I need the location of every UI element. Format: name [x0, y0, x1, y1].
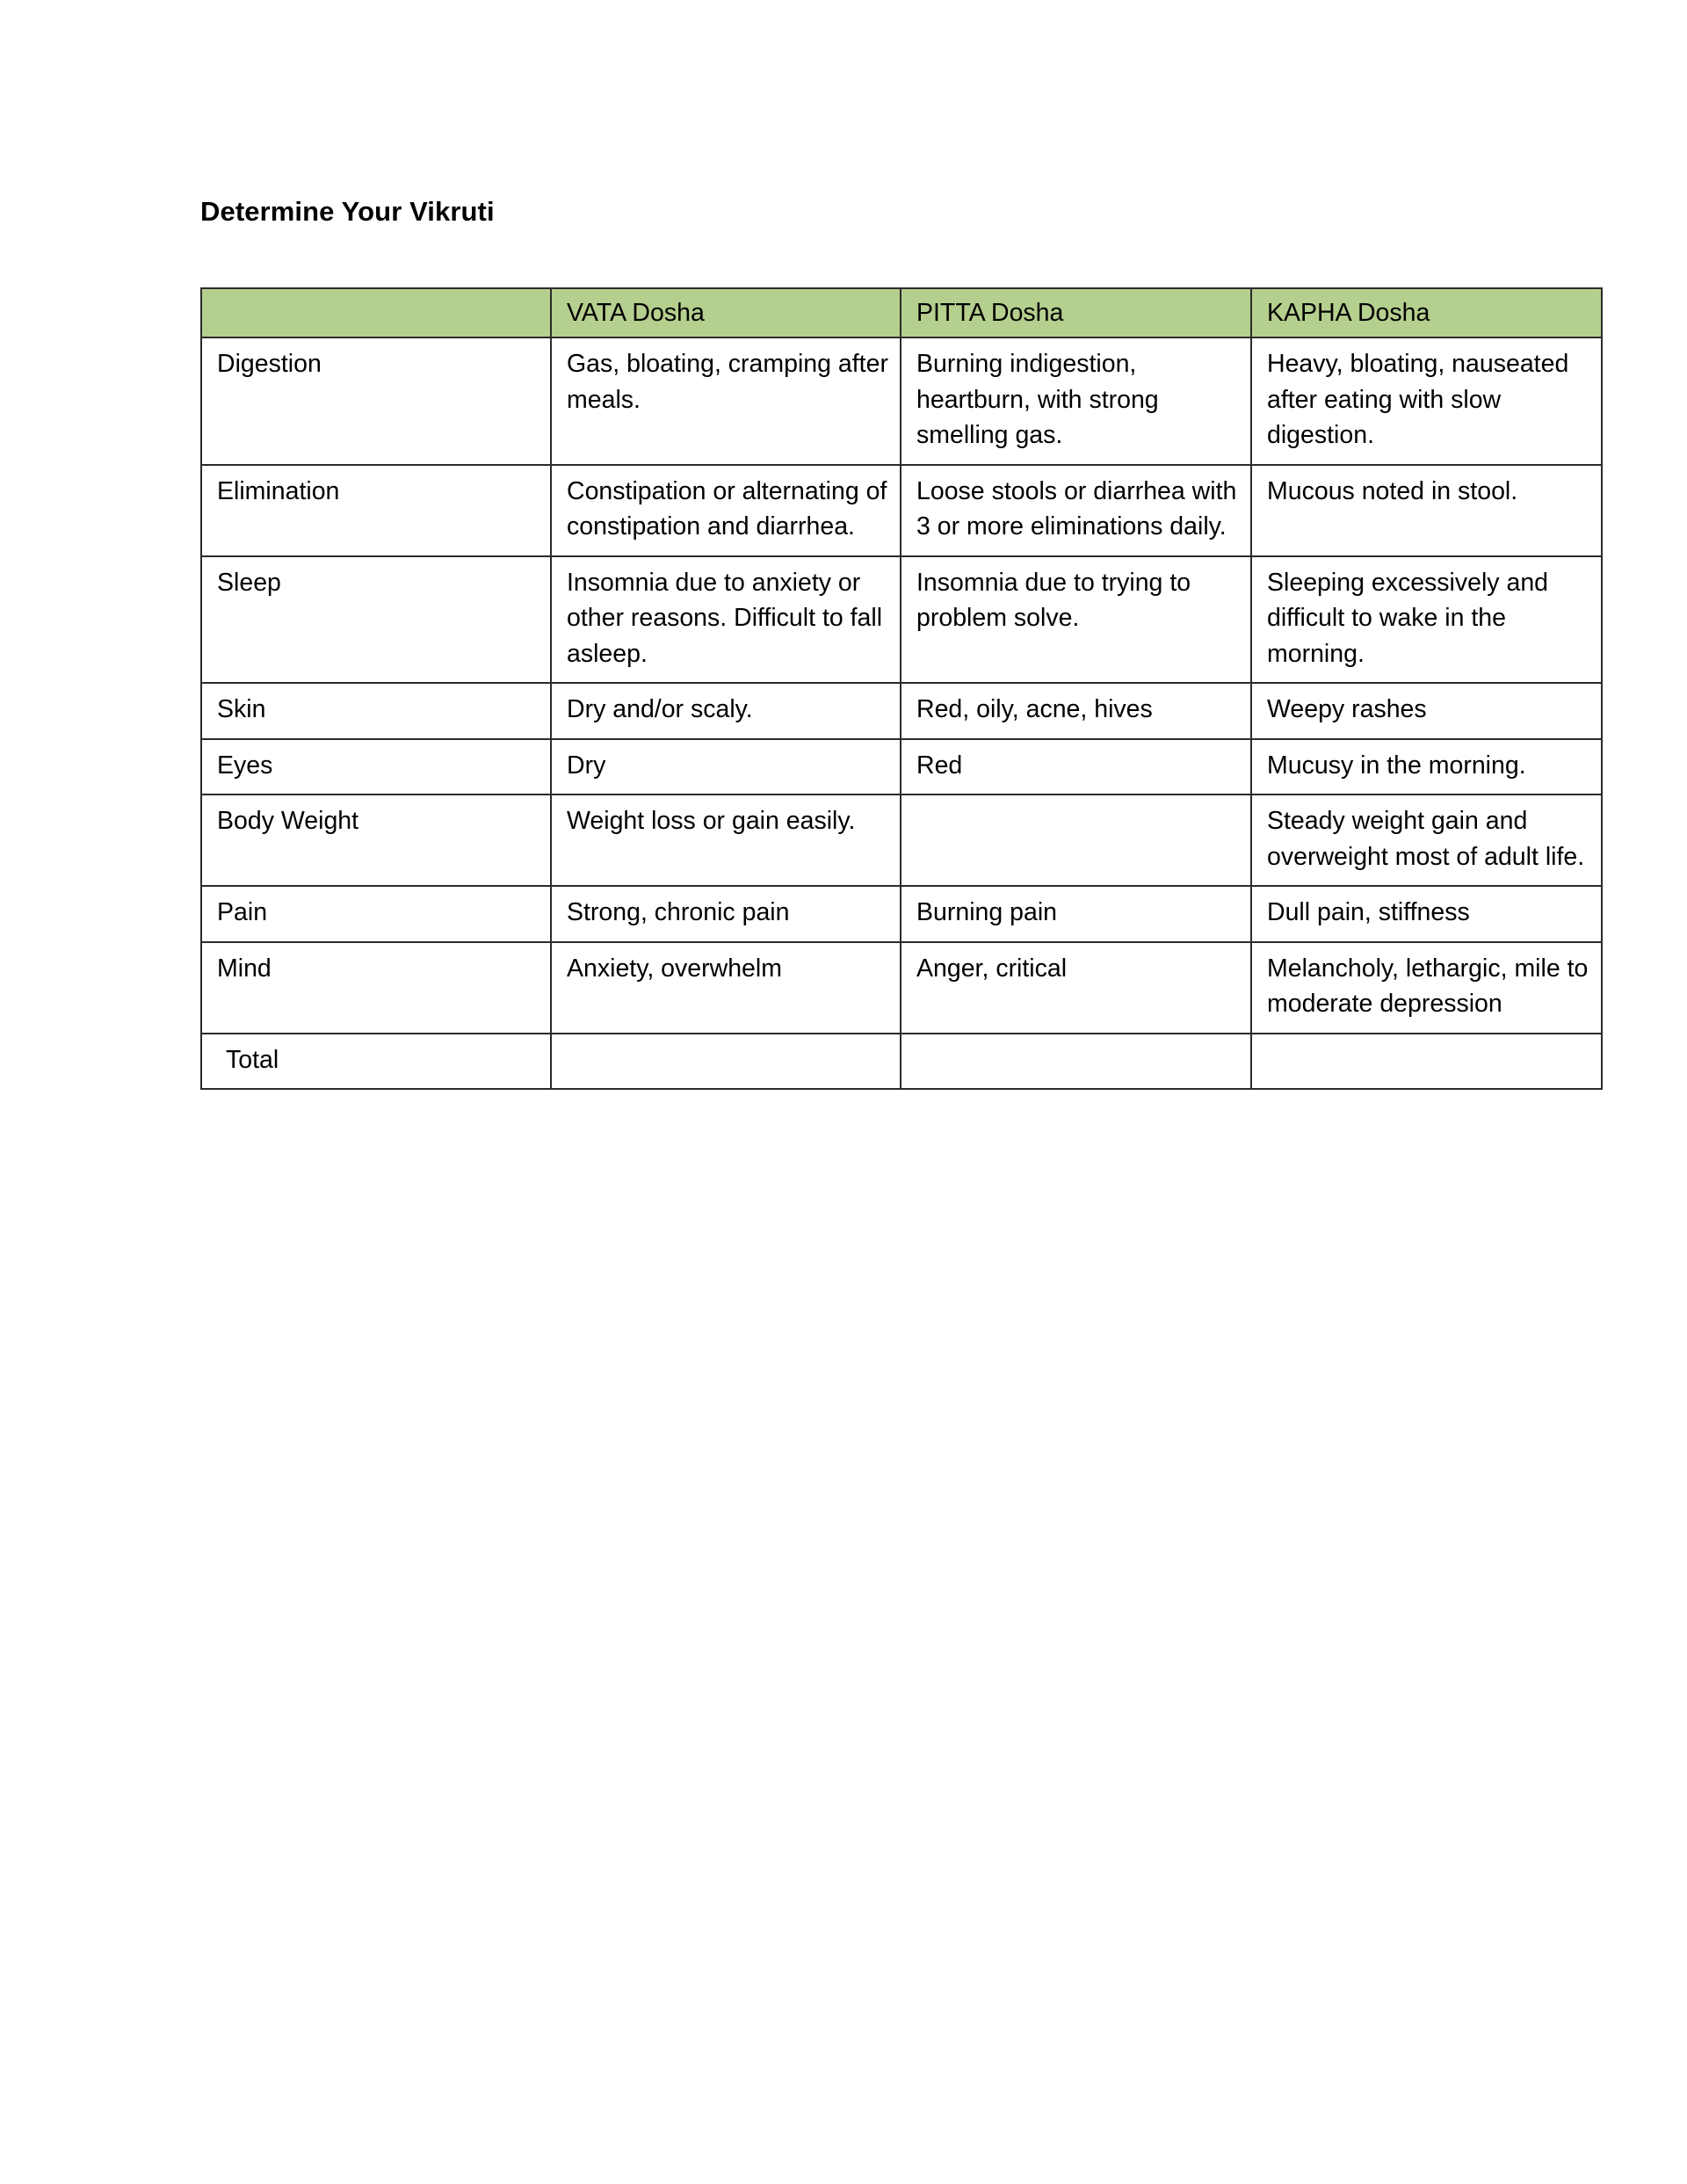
row-label-cell: Body Weight: [201, 795, 551, 886]
table-row-total: [201, 1034, 1602, 1089]
column-header-attribute: [201, 288, 551, 337]
cell-vata[interactable]: Weight loss or gain easily.: [551, 795, 901, 886]
cell-pitta[interactable]: [901, 1034, 1251, 1089]
cell-pitta[interactable]: Anger, critical: [901, 942, 1251, 1034]
row-label-cell: Elimination: [201, 465, 551, 556]
cell-kapha[interactable]: Steady weight gain and overweight most of adult life.: [1251, 795, 1602, 886]
table-body: [201, 337, 1602, 1089]
row-label-cell: Sleep: [201, 556, 551, 683]
cell-pitta[interactable]: [901, 795, 1251, 886]
column-header-pitta: PITTA Dosha: [901, 288, 1251, 337]
cell-kapha[interactable]: Dull pain, stiffness: [1251, 886, 1602, 941]
cell-pitta[interactable]: Red: [901, 739, 1251, 795]
cell-vata[interactable]: [551, 1034, 901, 1089]
table-row: [201, 337, 1602, 464]
cell-pitta[interactable]: Burning pain: [901, 886, 1251, 941]
table-row: [201, 556, 1602, 683]
cell-kapha[interactable]: Melancholy, lethargic, mile to moderate depression: [1251, 942, 1602, 1034]
table-header: [201, 288, 1602, 337]
table-row: [201, 739, 1602, 795]
row-label-cell: Total: [201, 1034, 551, 1089]
cell-kapha[interactable]: Weepy rashes: [1251, 683, 1602, 738]
table-row: [201, 886, 1602, 941]
cell-kapha[interactable]: [1251, 1034, 1602, 1089]
cell-pitta[interactable]: Red, oily, acne, hives: [901, 683, 1251, 738]
cell-kapha[interactable]: Heavy, bloating, nauseated after eating with slow digestion.: [1251, 337, 1602, 464]
column-header-vata: VATA Dosha: [551, 288, 901, 337]
row-label-cell: Eyes: [201, 739, 551, 795]
cell-pitta[interactable]: Insomnia due to trying to problem solve.: [901, 556, 1251, 683]
table-row: [201, 942, 1602, 1034]
cell-vata[interactable]: Dry and/or scaly.: [551, 683, 901, 738]
row-label-cell: Digestion: [201, 337, 551, 464]
row-label-cell: Mind: [201, 942, 551, 1034]
cell-vata[interactable]: Insomnia due to anxiety or other reasons. Difficult to fall asleep.: [551, 556, 901, 683]
cell-kapha[interactable]: Mucous noted in stool.: [1251, 465, 1602, 556]
cell-vata[interactable]: Anxiety, overwhelm: [551, 942, 901, 1034]
row-label-cell: Pain: [201, 886, 551, 941]
cell-vata[interactable]: Gas, bloating, cramping after meals.: [551, 337, 901, 464]
column-header-kapha: KAPHA Dosha: [1251, 288, 1602, 337]
table-row: [201, 795, 1602, 886]
row-label-cell: Skin: [201, 683, 551, 738]
cell-kapha[interactable]: Mucusy in the morning.: [1251, 739, 1602, 795]
table-header-row: [201, 288, 1602, 337]
cell-vata[interactable]: Constipation or alternating of constipation and diarrhea.: [551, 465, 901, 556]
cell-vata[interactable]: Strong, chronic pain: [551, 886, 901, 941]
page-title: Determine Your Vikruti: [200, 196, 495, 227]
cell-pitta[interactable]: Loose stools or diarrhea with 3 or more eliminations daily.: [901, 465, 1251, 556]
cell-kapha[interactable]: Sleeping excessively and difficult to wake in the morning.: [1251, 556, 1602, 683]
table-row: [201, 465, 1602, 556]
cell-vata[interactable]: Dry: [551, 739, 901, 795]
vikruti-dosha-table: [200, 287, 1603, 1090]
table-row: [201, 683, 1602, 738]
cell-pitta[interactable]: Burning indigestion, heartburn, with strong smelling gas.: [901, 337, 1251, 464]
